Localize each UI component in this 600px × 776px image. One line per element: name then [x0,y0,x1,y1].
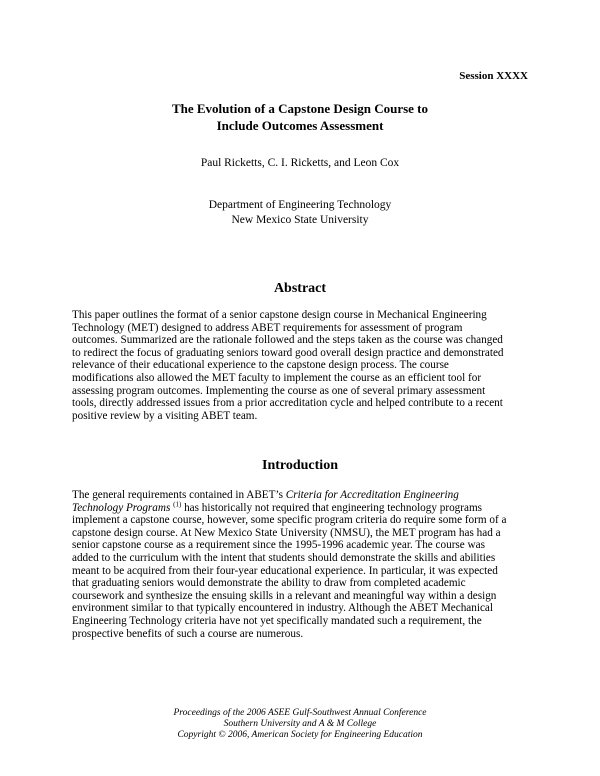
abstract-line: modifications also allowed the MET faculty to implement the course as an efficient tool for [72,371,482,384]
introduction-line: meant to be acquired from their four-year educational experience. In particular, it was expected [72,564,498,577]
abstract-line: relevance of their educational experience to the capstone design process. The course [72,359,449,372]
paper-title-line: The Evolution of a Capstone Design Course to [171,101,429,116]
session-label: Session XXXX [459,70,528,82]
abstract-line: Technology (MET) designed to address ABET requirements for assessment of program [72,321,463,334]
introduction-line: that graduating seniors would demonstrate the ability to draw from completed academic [72,577,466,590]
abstract-line: outcomes. Summarized are the rationale followed and the steps taken as the course was changed [72,334,503,347]
abstract-paragraph [72,309,532,422]
introduction-heading: Introduction [262,458,338,473]
introduction-line: coursework and synthesize the ensuing skills in a relevant and meaningful way within a design [72,589,497,602]
introduction-line: prospective benefits of such a course are numerous. [72,627,304,640]
introduction-line: capstone design course. At New Mexico State University (NMSU), the MET program has had a [72,526,501,539]
affiliation-department: Department of Engineering Technology [208,199,392,211]
paper-title [0,100,600,134]
abstract-line: This paper outlines the format of a senior capstone design course in Mechanical Engineering [72,309,487,321]
introduction-line: Engineering Technology criteria have not yet specifically mandated such a requirement, the [72,614,482,627]
criteria-title-italic: Criteria for Accreditation Engineering [285,489,459,501]
affiliation-university: New Mexico State University [231,214,369,226]
footer-copyright: Copyright © 2006, American Society for Engineering Education [177,730,423,740]
abstract-heading: Abstract [273,281,327,296]
abstract-line: tools, directly addressed issues from a prior accreditation cycle and helped contribute to a recent [72,397,503,410]
introduction-line: senior capstone course as a requirement since the 1995-1996 academic year. The course was [72,539,485,552]
page-footer [0,708,600,741]
paper-title-line: Include Outcomes Assessment [216,118,384,133]
author-list: Paul Ricketts, C. I. Ricketts, and Leon Cox [200,157,400,169]
introduction-line: implement a capstone course, however, some specific program criteria do require some form of a [72,514,507,527]
introduction-paragraph [72,489,532,640]
abstract-line: positive review by a visiting ABET team. [72,409,258,422]
abstract-line: to redirect the focus of graduating seniors toward good overall design practice and demonstrated [72,346,504,359]
intro-text: has historically not required that engineering technology programs [181,501,483,514]
introduction-line: environment similar to that typically encountered in industry. Although the ABET Mechanical [72,602,493,615]
footer-institution: Southern University and A & M College [223,719,377,729]
intro-text: The general requirements contained in ABET’s [72,489,286,501]
affiliation [0,198,600,228]
footer-proceedings: Proceedings of the 2006 ASEE Gulf-Southwest Annual Conference [173,708,427,718]
introduction-line [72,499,532,515]
introduction-line: added to the curriculum with the intent that students should demonstrate the skills and abilities [72,551,496,564]
introduction-line [72,489,532,502]
criteria-title-italic: Technology Programs [72,501,171,514]
abstract-line: assessing program outcomes. Implementing the course as one of several primary assessment [72,384,486,397]
citation-superscript: (1) [173,499,182,508]
